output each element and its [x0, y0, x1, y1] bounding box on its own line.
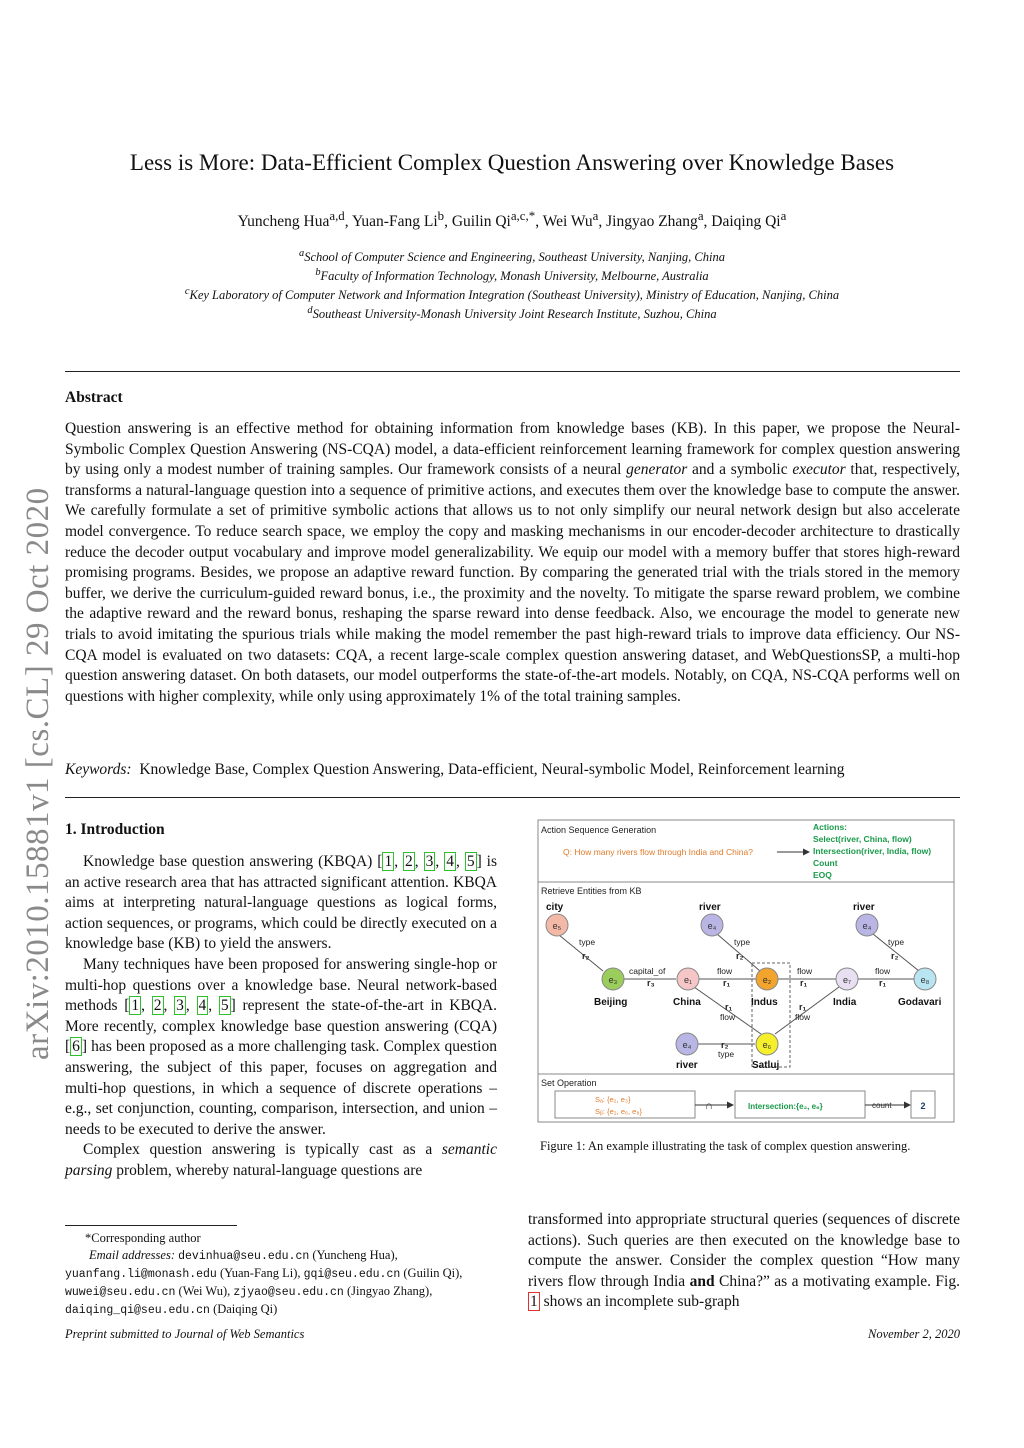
edge-label: flow	[795, 1012, 811, 1022]
node-label: river	[853, 902, 875, 913]
node-label: river	[676, 1060, 698, 1071]
action-item: Intersection(river, India, flow)	[813, 846, 932, 856]
intersect-symbol: ∩	[705, 1100, 713, 1112]
edge-label: capital_of	[629, 966, 666, 976]
footer-date: November 2, 2020	[868, 1327, 960, 1341]
figure-caption: Figure 1: An example illustrating the task of complex question answering.	[540, 1139, 911, 1153]
affiliation: $^b$Faculty of Information Technology, Monash University, Melbourne, Australia	[315, 267, 709, 284]
edge-label: flow	[717, 966, 733, 976]
citation-link[interactable]: 4	[198, 997, 207, 1015]
author-sup: a	[592, 208, 599, 223]
svg-text:e₄: e₄	[862, 921, 872, 931]
keywords-rule	[65, 797, 960, 798]
keywords-label: Keywords:	[65, 761, 132, 778]
panel-title: Set Operation	[541, 1078, 597, 1088]
top-rule	[65, 371, 960, 372]
keywords-text: Knowledge Base, Complex Question Answering, Data-efficient, Neural-symbolic Model, Reinforcement learning	[139, 761, 845, 778]
node-label: India	[833, 997, 857, 1008]
svg-text:e₁: e₁	[683, 975, 693, 985]
action-item: Select(river, China, flow)	[813, 834, 912, 844]
footnote-rule	[65, 1225, 237, 1226]
edge-label: flow	[720, 1012, 736, 1022]
edge-label: flow	[875, 966, 891, 976]
node-label: China	[673, 997, 701, 1008]
action-item: EOQ	[813, 870, 832, 880]
affiliation: $^a$School of Computer Science and Engineering, Southeast University, Nanjing, China	[299, 248, 725, 265]
intro-right-column	[528, 1210, 960, 1313]
count-label: count	[872, 1101, 892, 1110]
node-label: river	[699, 902, 721, 913]
intro-left-column	[65, 852, 497, 1182]
intersection-text: Intersection:{e₂, e₆}	[748, 1102, 823, 1111]
svg-text:e₇: e₇	[842, 975, 852, 985]
edge-label: r₂	[582, 951, 590, 961]
edge-label: r₁	[800, 978, 808, 988]
author: Yuncheng Hua	[237, 213, 330, 231]
author-sup: a	[780, 208, 787, 223]
svg-text:e₃: e₃	[608, 975, 618, 985]
footer-journal: Preprint submitted to Journal of Web Semantics	[65, 1327, 305, 1341]
author-sup: a	[697, 208, 704, 223]
abstract-heading: Abstract	[65, 389, 123, 406]
action-item: Count	[813, 858, 838, 868]
paragraph: transformed into appropriate structural queries (sequences of discrete actions). Such queries are then executed on the knowledge base to compute the answer. Consider the complex question “How many rivers flow through India and China?” as a motivating example. Fig. 1 shows an incomplete sub-graph	[528, 1211, 960, 1311]
actions-label: Actions:	[813, 822, 847, 832]
footnote-star: *Corresponding author	[85, 1231, 201, 1245]
author-sup: b	[437, 208, 445, 223]
svg-text:e₂: e₂	[762, 975, 772, 985]
citation-link[interactable]: 4	[446, 853, 454, 870]
affiliation: $^c$Key Laboratory of Computer Network and Information Integration (Southeast University), Ministry of Education, Nanjing, China	[184, 286, 840, 303]
figure-link[interactable]: 1	[530, 1293, 538, 1311]
citation-link[interactable]: 5	[466, 853, 475, 870]
edge-label: r₂	[721, 1040, 729, 1050]
author-sup: a,c,*	[510, 208, 536, 223]
node-label: Beijing	[594, 997, 628, 1008]
author: Daiqing Qi	[711, 213, 781, 231]
edge-label: r₂	[891, 951, 899, 961]
affiliations	[0, 246, 1024, 323]
citation-link[interactable]: 3	[425, 853, 434, 870]
citation-link[interactable]: 6	[72, 1038, 80, 1056]
node-label: Indus	[751, 997, 778, 1008]
figure-1-diagram	[537, 819, 955, 1125]
author: Yuan-Fang Li	[351, 213, 438, 231]
figure-1	[537, 819, 955, 1130]
node-label: city	[546, 902, 564, 913]
node-e4	[856, 914, 878, 936]
svg-text:e₅: e₅	[552, 921, 562, 931]
citation-link[interactable]: 3	[176, 997, 184, 1015]
paragraph: Complex question answering is typically cast as a semantic parsing problem, whereby natural-language questions are	[65, 1141, 497, 1179]
edge-label: flow	[797, 966, 813, 976]
edge-label: r₂	[736, 951, 744, 961]
node-e1	[677, 968, 699, 990]
abstract-body: Question answering is an effective method for obtaining information from knowledge bases (KB). In this paper, we propose the Neural-Symbolic Complex Question Answering (NS-CQA) model, a data-efficient reinforcement learning framework for complex question answering by using only a modest number of training samples. Our framework consists of a neural generator and a symbolic executor that, respectively, transforms a natural-language question into a sequence of primitive actions, and executes them over the knowledge base to compute the answer. We carefully formulate a set of primitive symbolic actions that allows us to not only simplify our neural network design but also accelerate model convergence. To reduce search space, we employ the copy and masking mechanisms in our encoder-decoder architecture to drastically reduce the decoder output vocabulary and improve model generalizability. We equip our model with a memory buffer that stores high-reward promising programs. Besides, we propose an adaptive reward function. By comparing the generated trial with the trials stored in the memory buffer, we derive the curriculum-guided reward bonus, i.e., the proximity and the novelty. To mitigate the sparse reward problem, we combine the adaptive reward and the reward bonus, reshaping the sparse reward into dense feedback. Also, we encourage the model to generate new trials to avoid imitating the spurious trials while making the model remember the past high-reward trials to improve data efficiency. Our NS-CQA model is evaluated on two datasets: CQA, a recent large-scale complex question answering dataset, and WebQuestionsSP, a multi-hop question answering dataset. On both datasets, our model outperforms the state-of-the-art models. Notably, on CQA, NS-CQA performs well on questions with higher complexity, while only using approximately 1% of the total training samples.	[65, 420, 960, 705]
figure-frame	[538, 820, 954, 1122]
node-e3	[602, 968, 624, 990]
set-b: Sᵦ: {e₂, e₆, e₈}	[595, 1107, 642, 1116]
edge-label: r₃	[647, 978, 655, 988]
node-label: Satluj	[752, 1060, 780, 1071]
node-e6	[756, 1033, 778, 1055]
author: Wei Wu	[542, 213, 593, 231]
edge-label: r₁	[799, 1002, 807, 1012]
paragraph: Knowledge base question answering (KBQA) [ 1 , 2 , 3 , 4 , 5 ] is an active research area that has attracted significant attention. KBQA aims at interpreting natural-language questions as logical forms, action sequences, or programs, which could be directly executed on a knowledge base (KB) to yield the answers.	[65, 853, 498, 953]
set-a: Sₐ: {e₂, e₃}	[595, 1095, 631, 1104]
citation-link[interactable]: 5	[220, 997, 229, 1015]
node-e4	[676, 1033, 698, 1055]
svg-text:e₆: e₆	[762, 1040, 772, 1050]
node-label: Godavari	[898, 997, 942, 1008]
citation-link[interactable]: 1	[384, 853, 393, 870]
svg-text:e₄: e₄	[682, 1040, 692, 1050]
author-sup: a,d	[329, 208, 345, 223]
author: Jingyao Zhang	[606, 213, 698, 231]
author-list: Yuncheng Hua$^{a,d}$, Yuan-Fang Li$^b$, Guilin $Qi^{a,c,*}$, Wei Wu$^a$, Jingyao Zhang$^a$, Daiqing Qi$^a$	[237, 208, 787, 231]
edge-label: type	[734, 937, 751, 947]
node-e2	[756, 968, 778, 990]
edge-label: r₁	[879, 978, 887, 988]
node-e5	[546, 914, 568, 936]
section-heading: 1. Introduction	[65, 821, 165, 838]
svg-text:e₄: e₄	[707, 921, 717, 931]
arxiv-identifier: arXiv:2010.15881v1 [cs.CL] 29 Oct 2020	[20, 487, 56, 1060]
affiliation: $^d$Southeast University-Monash University Joint Research Institute, Suzhou, China	[307, 305, 717, 322]
panel-title: Retrieve Entities from KB	[541, 886, 642, 896]
citation-link[interactable]: 1	[131, 997, 140, 1015]
paragraph: Many techniques have been proposed for answering single-hop or multi-hop questions over a knowledge base. Neural network-based methods [ 1 , 2 , 3 , 4 , 5 ] represent the state-of-the-art in KBQA. More recently, complex knowledge base question answering (CQA) [ 6 ] has been proposed as a more challenging task. Complex question answering, the subject of this paper, focuses on aggregation and multi-hop questions, in which a sequence of discrete operations – e.g., set conjunction, counting, comparison, intersection, and union – needs to be executed to derive the answer.	[65, 955, 498, 1138]
citation-link[interactable]: 2	[405, 853, 413, 870]
edge-label: r₁	[723, 978, 731, 988]
question-text: Q: How many rivers flow through India and China?	[563, 847, 753, 857]
panel-title: Action Sequence Generation	[541, 825, 657, 835]
edge-label: type	[579, 937, 596, 947]
author: Guilin Qi	[451, 213, 511, 231]
node-e7	[836, 968, 858, 990]
keywords	[65, 761, 845, 779]
paper-title: Less is More: Data-Efficient Complex Question Answering over Knowledge Bases	[129, 150, 895, 175]
citation-link[interactable]: 2	[153, 997, 162, 1015]
node-e8	[914, 968, 936, 990]
edge-label: r₁	[725, 1002, 733, 1012]
edge-label: type	[888, 937, 905, 947]
footnote: *Corresponding author Email addresses: devinhua@seu.edu.cn (Yuncheng Hua), yuanfang.li@monash.edu (Yuan-Fang Li), gqi@seu.edu.cn (Guilin Qi), wuwei@seu.edu.cn (Wei Wu), zjyao@seu.edu.cn (Jingyao Zhang), daiqing_qi@seu.edu.cn (Daiqing Qi)	[65, 1230, 505, 1319]
node-e4	[701, 914, 723, 936]
result-value: 2	[920, 1101, 926, 1111]
edge-label: type	[718, 1049, 735, 1059]
svg-text:e₈: e₈	[920, 975, 930, 985]
